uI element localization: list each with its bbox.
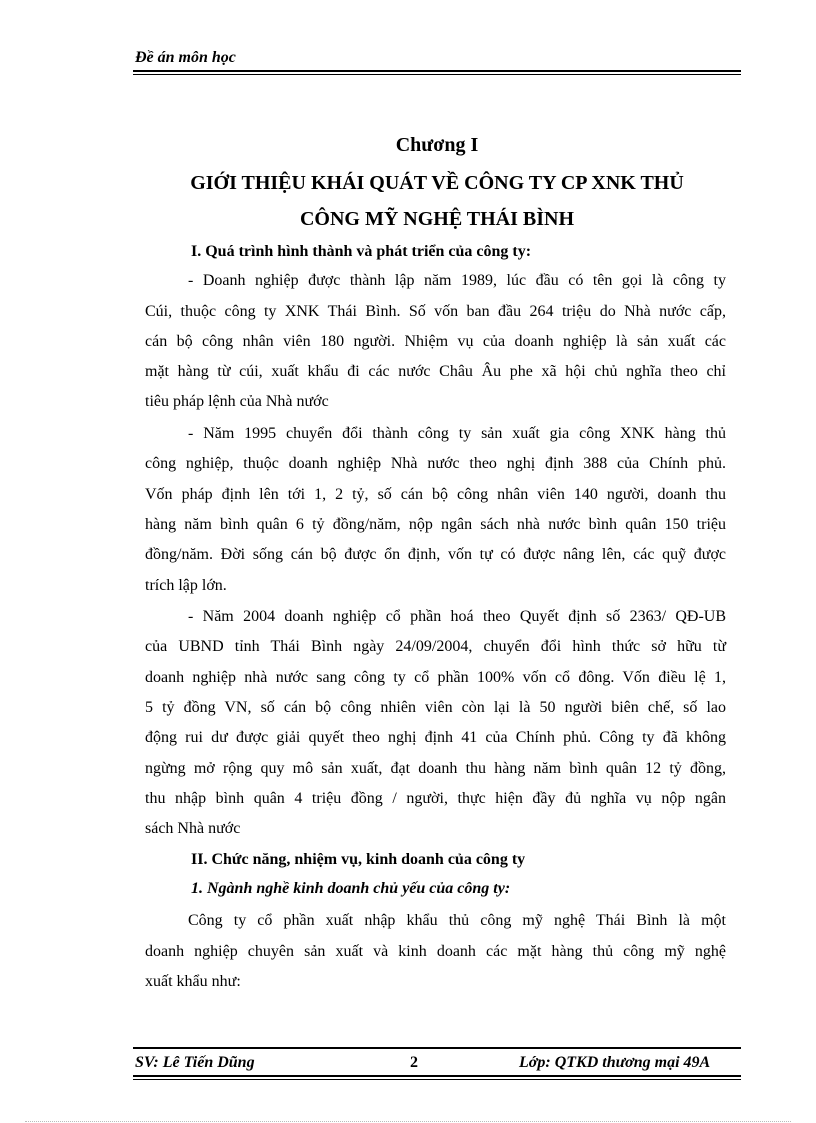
- paragraph-line: thu nhập bình quân 4 triệu đồng / người, thực hiện đầy đủ nghĩa vụ nộp ngân: [145, 790, 726, 807]
- paragraph-line: ngừng mở rộng quy mô sản xuất, đạt doanh thu hàng năm bình quân 12 tỷ đồng,: [145, 760, 726, 777]
- paragraph-line: - Năm 2004 doanh nghiệp cổ phần hoá theo Quyết định số 2363/ QĐ-UB: [188, 608, 726, 625]
- paragraph-line: Công ty cổ phần xuất nhập khẩu thủ công mỹ nghệ Thái Bình là một: [188, 912, 726, 929]
- header-rule: [133, 70, 741, 72]
- paragraph-line: doanh nghiệp chuyên sản xuất và kinh doanh các mặt hàng thủ công mỹ nghệ: [145, 943, 726, 960]
- paragraph-line: động rui dư được giải quyết theo nghị định 41 của Chính phủ. Công ty đã không: [145, 729, 726, 746]
- page-number: 2: [410, 1054, 418, 1071]
- paragraph-line: công nghiệp, thuộc doanh nghiệp Nhà nước theo nghị định 388 của Chính phủ.: [145, 455, 726, 472]
- paragraph-line: Vốn pháp định lên tới 1, 2 tỷ, số cán bộ công nhân viên 140 người, doanh thu: [145, 486, 726, 503]
- paragraph-line: sách Nhà nước: [145, 820, 241, 837]
- page-edge-divider: [25, 1121, 791, 1122]
- paragraph-line: hàng năm bình quân 6 tỷ đồng/năm, nộp ngân sách nhà nước bình quân 150 triệu: [145, 516, 726, 533]
- paragraph-line: - Năm 1995 chuyển đổi thành công ty sản xuất gia công XNK hàng thủ: [188, 425, 726, 442]
- paragraph-line: cán bộ công nhân viên 180 người. Nhiệm vụ của doanh nghiệp là sản xuất các: [145, 333, 726, 350]
- section2-subheading: 1. Ngành nghề kinh doanh chủ yếu của công ty:: [191, 880, 511, 897]
- section1-heading: I. Quá trình hình thành và phát triển của công ty:: [191, 243, 532, 260]
- chapter-title-line2: CÔNG MỸ NGHỆ THÁI BÌNH: [299, 208, 575, 230]
- footer-student: SV: Lê Tiến Dũng: [135, 1054, 255, 1071]
- chapter-title-line1: GIỚI THIỆU KHÁI QUÁT VỀ CÔNG TY CP XNK THỦ: [190, 172, 684, 194]
- section2-heading: II. Chức năng, nhiệm vụ, kinh doanh của công ty: [191, 851, 526, 868]
- paragraph-line: - Doanh nghiệp được thành lập năm 1989, lúc đầu có tên gọi là công ty: [188, 272, 726, 289]
- paragraph-line: xuất khẩu như:: [145, 973, 241, 990]
- chapter-number: Chương I: [395, 134, 479, 156]
- paragraph-line: tiêu pháp lệnh của Nhà nước: [145, 393, 329, 410]
- paragraph-line: mặt hàng từ cúi, xuất khẩu đi các nước Châu Âu phe xã hội chủ nghĩa theo chỉ: [145, 363, 726, 380]
- footer-rule: [133, 1047, 741, 1049]
- paragraph-line: của UBND tỉnh Thái Bình ngày 24/09/2004, chuyển đổi hình thức sở hữu từ: [145, 638, 726, 655]
- paragraph-line: trích lập lớn.: [145, 577, 227, 594]
- paragraph-line: 5 tỷ đồng VN, số cán bộ công nhiên viên còn lại là 50 người biên chế, số lao: [145, 699, 726, 716]
- footer-rule-bottom: [133, 1075, 741, 1077]
- footer-class: Lớp: QTKD thương mại 49A: [519, 1054, 711, 1071]
- header-rule-thin: [133, 74, 741, 75]
- paragraph-line: đồng/năm. Đời sống cán bộ được ổn định, vốn tự có được nâng lên, các quỹ được: [145, 546, 726, 563]
- footer-rule-bottom-thin: [133, 1079, 741, 1080]
- paragraph-line: Cúi, thuộc công ty XNK Thái Bình. Số vốn ban đầu 264 triệu do Nhà nước cấp,: [145, 303, 726, 320]
- paragraph-line: doanh nghiệp nhà nước sang công ty cổ phần 100% vốn cổ đông. Vốn điều lệ 1,: [145, 669, 726, 686]
- header-title: Đề án môn học: [135, 49, 236, 66]
